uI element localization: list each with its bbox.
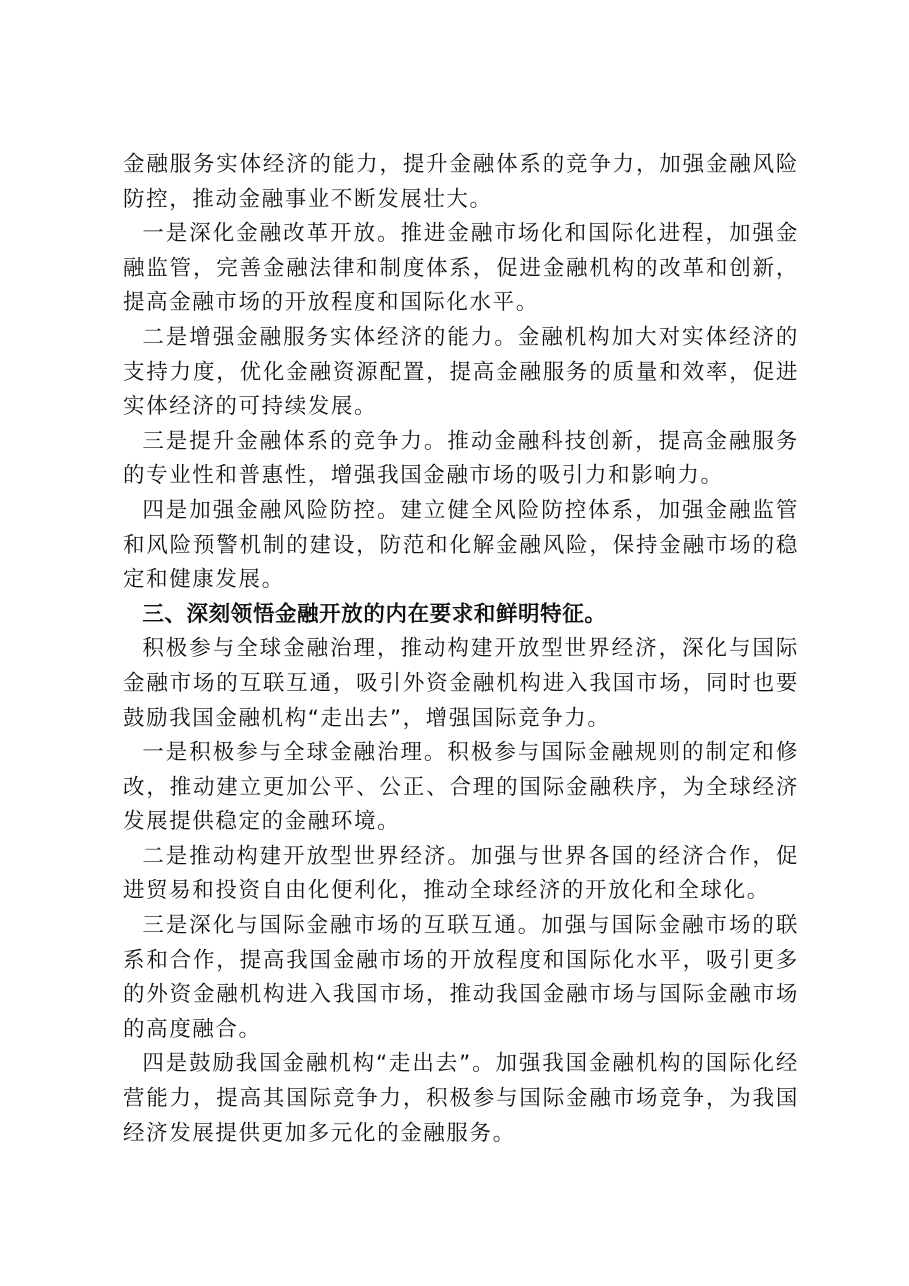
paragraph-market-connectivity: 三是深化与国际金融市场的互联互通。加强与国际金融市场的联系和合作，提高我国金融市场的开放程度和国际化水平，吸引更多的外资金融机构进入我国市场，推动我国金融市场与国际金融市场的高度融合。 (123, 913, 799, 1042)
paragraph-reform-opening: 一是深化金融改革开放。推进金融市场化和国际化进程，加强金融监管，完善金融法律和制度体系，促进金融机构的改革和创新，提高金融市场的开放程度和国际化水平。 (123, 221, 799, 316)
paragraph-intro-continuation: 金融服务实体经济的能力，提升金融体系的竞争力，加强金融风险防控，推动金融事业不断发展壮大。 (123, 152, 799, 212)
paragraph-going-global: 四是鼓励我国金融机构“走出去”。加强我国金融机构的国际化经营能力，提高其国际竞争力，积极参与国际金融市场竞争，为我国经济发展提供更加多元化的金融服务。 (123, 1051, 799, 1146)
paragraph-open-world-economy: 二是推动构建开放型世界经济。加强与世界各国的经济合作，促进贸易和投资自由化便利化，推动全球经济的开放化和全球化。 (123, 843, 799, 904)
paragraph-competitiveness: 三是提升金融体系的竞争力。推动金融科技创新，提高金融服务的专业性和普惠性，增强我国金融市场的吸引力和影响力。 (123, 428, 799, 489)
paragraph-serve-real-economy: 二是增强金融服务实体经济的能力。金融机构加大对实体经济的支持力度，优化金融资源配置，提高金融服务的质量和效率，促进实体经济的可持续发展。 (123, 324, 799, 420)
paragraph-risk-control: 四是加强金融风险防控。建立健全风险防控体系，加强金融监管和风险预警机制的建设，防范和化解金融风险，保持金融市场的稳定和健康发展。 (123, 497, 799, 593)
paragraph-opening-overview: 积极参与全球金融治理，推动构建开放型世界经济，深化与国际金融市场的互联互通，吸引外资金融机构进入我国市场，同时也要鼓励我国金融机构“走出去”，增强国际竞争力。 (123, 636, 799, 731)
document-body (123, 148, 799, 1151)
section-heading-financial-opening: 三、深刻领悟金融开放的内在要求和鲜明特征。 (142, 601, 607, 627)
paragraph-global-governance: 一是积极参与全球金融治理。积极参与国际金融规则的制定和修改，推动建立更加公平、公正、合理的国际金融秩序，为全球经济发展提供稳定的金融环境。 (123, 740, 799, 835)
